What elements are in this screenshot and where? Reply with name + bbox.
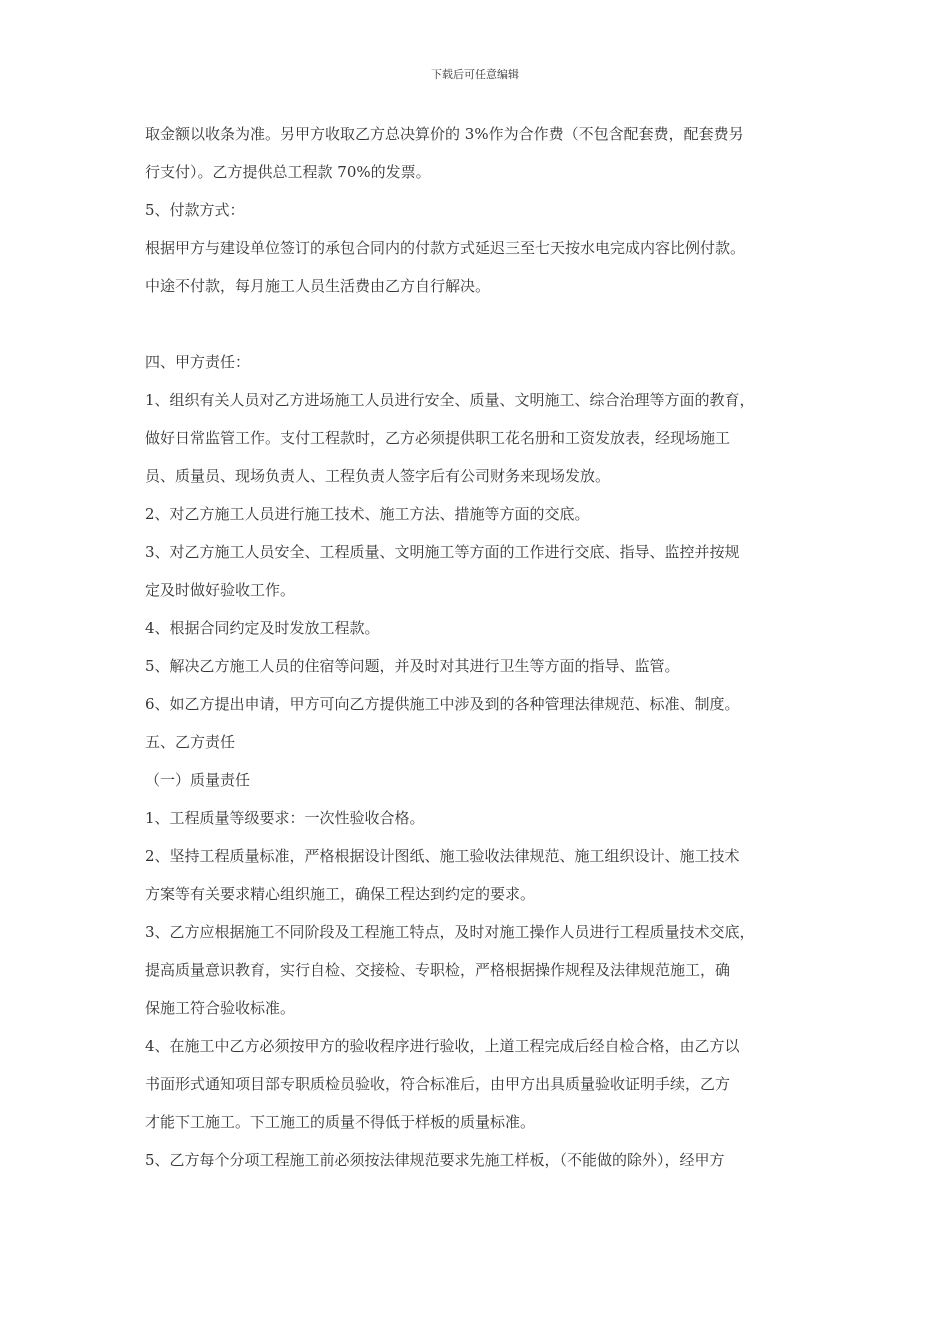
- page-header-note: 下载后可任意编辑: [431, 68, 519, 81]
- paragraph-line: 方案等有关要求精心组织施工，确保工程达到约定的要求。: [145, 885, 536, 903]
- section-heading: 五、乙方责任: [145, 733, 236, 751]
- paragraph-line: 5、解决乙方施工人员的住宿等问题，并及时对其进行卫生等方面的指导、监管。: [145, 657, 680, 675]
- paragraph-line: 才能下工施工。下工施工的质量不得低于样板的质量标准。: [145, 1113, 536, 1131]
- paragraph-line: 书面形式通知项目部专职质检员验收，符合标准后，由甲方出具质量验收证明手续，乙方: [145, 1075, 731, 1093]
- paragraph-line: 4、根据合同约定及时发放工程款。: [145, 619, 380, 637]
- paragraph-line: 3、乙方应根据施工不同阶段及工程施工特点，及时对施工操作人员进行工程质量技术交底，: [145, 923, 755, 941]
- paragraph-line: 定及时做好验收工作。: [145, 581, 296, 599]
- paragraph-line: 做好日常监管工作。支付工程款时，乙方必须提供职工花名册和工资发放表，经现场施工: [145, 429, 731, 447]
- paragraph-line: 员、质量员、现场负责人、工程负责人签字后有公司财务来现场发放。: [145, 467, 611, 485]
- paragraph-line: 3、对乙方施工人员安全、工程质量、文明施工等方面的工作进行交底、指导、监控并按规: [145, 543, 740, 561]
- paragraph-line: 4、在施工中乙方必须按甲方的验收程序进行验收，上道工程完成后经自检合格，由乙方以: [145, 1037, 740, 1055]
- section-heading: 5、付款方式：: [145, 201, 245, 219]
- paragraph-line: 5、乙方每个分项工程施工前必须按法律规范要求先施工样板，（不能做的除外），经甲方: [145, 1151, 725, 1169]
- paragraph-line: 提高质量意识教育，实行自检、交接检、专职检，严格根据操作规程及法律规范施工，确: [145, 961, 731, 979]
- paragraph-line: 行支付）。乙方提供总工程款 70%的发票。: [145, 163, 431, 181]
- paragraph-line: 根据甲方与建设单位签订的承包合同内的付款方式延迟三至七天按水电完成内容比例付款。: [145, 239, 746, 257]
- paragraph-line: 2、对乙方施工人员进行施工技术、施工方法、措施等方面的交底。: [145, 505, 590, 523]
- paragraph-line: 1、组织有关人员对乙方进场施工人员进行安全、质量、文明施工、综合治理等方面的教育，: [145, 391, 755, 409]
- subsection-heading: （一）质量责任: [145, 771, 251, 789]
- paragraph-line: 6、如乙方提出申请，甲方可向乙方提供施工中涉及到的各种管理法律规范、标准、制度。: [145, 695, 740, 713]
- paragraph-line: 1、工程质量等级要求：一次性验收合格。: [145, 809, 425, 827]
- paragraph-line: 保施工符合验收标准。: [145, 999, 296, 1017]
- section-heading: 四、甲方责任：: [145, 353, 251, 371]
- paragraph-line: 取金额以收条为准。另甲方收取乙方总决算价的 3%作为合作费（不包含配套费，配套费另: [145, 125, 744, 143]
- document-body: [145, 124, 825, 1170]
- paragraph-line: 中途不付款，每月施工人员生活费由乙方自行解决。: [145, 277, 491, 295]
- paragraph-line: 2、坚持工程质量标准，严格根据设计图纸、施工验收法律规范、施工组织设计、施工技术: [145, 847, 740, 865]
